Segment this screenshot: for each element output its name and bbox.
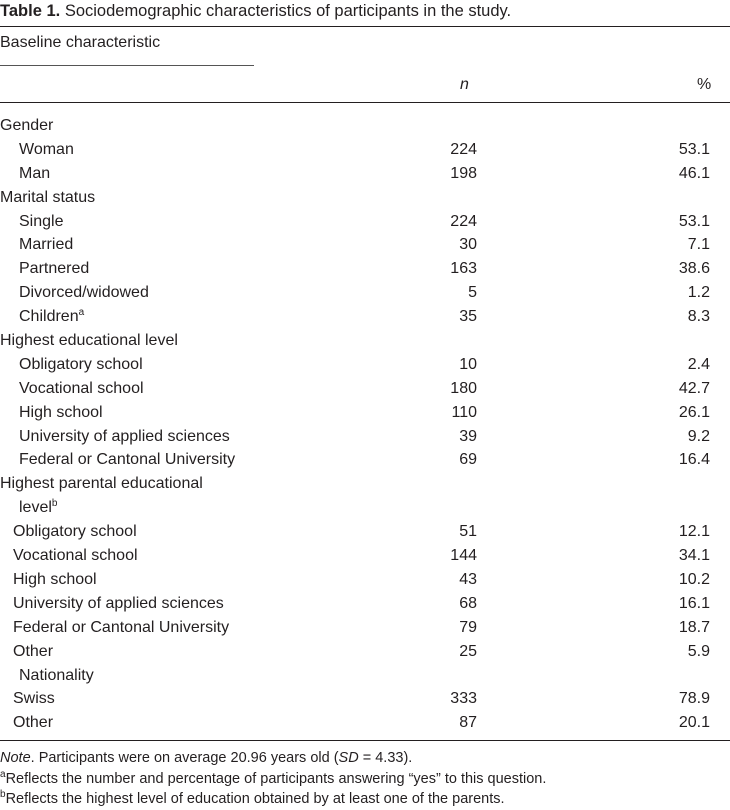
row-n: 198 — [450, 164, 477, 182]
row-percent: 53.1 — [678, 212, 710, 230]
row-label: Woman — [19, 140, 74, 158]
row-n: 5 — [468, 284, 477, 302]
row-percent: 1.2 — [687, 284, 710, 302]
footnote-a: $^a$Reflects the number and percentage of participants answering “yes” to this question. — [0, 768, 547, 787]
table-row — [0, 425, 730, 449]
header-rule — [0, 102, 730, 103]
footnote-b: $^b$Reflects the highest level of education obtained by at least one of the parents. — [0, 789, 505, 807]
row-label: Gender — [0, 117, 54, 134]
row-n: 224 — [450, 140, 477, 158]
row-n: 110 — [451, 403, 477, 421]
table-row — [0, 186, 730, 210]
row-label: Federal or Cantonal University — [19, 451, 236, 469]
row-n: 180 — [450, 379, 477, 397]
row-label: Man — [19, 164, 51, 182]
table-row — [0, 687, 730, 711]
row-percent: 10.2 — [678, 570, 710, 588]
row-percent: 20.1 — [678, 714, 710, 732]
top-rule — [0, 26, 730, 27]
row-percent: 42.7 — [678, 379, 710, 397]
header-underline — [0, 65, 254, 66]
row-label: University of applied sciences — [19, 427, 230, 445]
table-number: Table 1. — [0, 2, 61, 20]
row-label: Vocational school — [13, 547, 138, 565]
row-label: Nationality — [19, 666, 94, 684]
table-row — [0, 138, 730, 162]
table-row — [0, 281, 730, 305]
table-body — [0, 114, 730, 735]
table-row — [0, 233, 730, 257]
row-percent: 9.2 — [687, 427, 710, 445]
table-row — [0, 448, 730, 472]
row-percent: 18.7 — [678, 618, 710, 636]
table-caption — [0, 2, 511, 21]
row-label: Partnered — [19, 260, 90, 278]
row-n: 163 — [450, 260, 477, 278]
row-percent: 8.3 — [687, 308, 710, 326]
row-n: 35 — [459, 308, 477, 326]
row-n: 30 — [459, 236, 477, 254]
row-n: 25 — [459, 642, 477, 660]
table-row — [0, 401, 730, 425]
row-label: Vocational school — [19, 379, 144, 397]
table-row — [0, 257, 730, 281]
row-label: Highest parental educational level$^b$ — [0, 475, 203, 517]
table-row — [0, 640, 730, 664]
row-label: Obligatory school — [13, 523, 137, 541]
row-percent: 2.4 — [687, 355, 710, 373]
row-percent: 34.1 — [678, 547, 710, 565]
table-row — [0, 114, 730, 138]
table-row — [0, 664, 730, 688]
table-row — [0, 616, 730, 640]
row-label: Marital status — [0, 188, 96, 206]
table-row — [0, 210, 730, 234]
table-row — [0, 353, 730, 377]
row-percent: 46.1 — [678, 164, 710, 182]
table-row — [0, 162, 730, 186]
table-title: Sociodemographic characteristics of participants in the study. — [64, 2, 512, 20]
bottom-rule — [0, 740, 730, 741]
row-percent: 16.1 — [678, 594, 710, 612]
note-line: Note. Participants were on average 20.96 years old (SD = 4.33). — [0, 750, 413, 766]
row-label: Federal or Cantonal University — [13, 618, 230, 636]
row-percent: 38.6 — [678, 260, 710, 278]
table-row — [0, 305, 730, 329]
row-label: Obligatory school — [19, 355, 143, 373]
table-row — [0, 544, 730, 568]
row-n: 10 — [459, 355, 477, 373]
row-percent: 26.1 — [678, 403, 710, 421]
row-n: 333 — [450, 690, 477, 708]
table-row — [0, 377, 730, 401]
header-n: n — [460, 76, 469, 93]
row-label: Married — [19, 236, 74, 254]
row-percent: 53.1 — [678, 140, 710, 158]
row-label: Swiss — [13, 690, 55, 708]
row-n: 69 — [459, 451, 477, 469]
table-row — [0, 568, 730, 592]
table-notes — [0, 748, 546, 810]
row-percent: 16.4 — [678, 451, 710, 469]
header-percent: % — [697, 76, 712, 93]
row-n: 87 — [459, 714, 477, 732]
table-row — [0, 711, 730, 735]
row-label: University of applied sciences — [13, 594, 224, 612]
table-row — [0, 520, 730, 544]
row-percent: 78.9 — [678, 690, 710, 708]
row-n: 43 — [459, 570, 477, 588]
row-percent: 12.1 — [678, 523, 710, 541]
row-n: 39 — [459, 427, 477, 445]
row-label: High school — [13, 570, 97, 588]
row-percent: 7.1 — [687, 236, 710, 254]
row-n: 224 — [450, 212, 477, 230]
row-n: 68 — [459, 594, 477, 612]
row-n: 51 — [459, 523, 477, 541]
row-n: 144 — [450, 547, 477, 565]
row-label: Other — [13, 714, 54, 732]
row-label: Children$^a$ — [19, 307, 85, 326]
row-label: Highest educational level — [0, 332, 178, 350]
row-label: Other — [13, 642, 54, 660]
row-percent: 5.9 — [687, 642, 710, 660]
header-characteristic: Baseline characteristic — [0, 34, 161, 51]
row-label: Single — [19, 212, 64, 230]
table-row — [0, 329, 730, 353]
row-n: 79 — [459, 618, 477, 636]
table-row — [0, 592, 730, 616]
row-label: Divorced/widowed — [19, 284, 149, 302]
table-row — [0, 472, 730, 520]
row-label: High school — [19, 403, 103, 421]
